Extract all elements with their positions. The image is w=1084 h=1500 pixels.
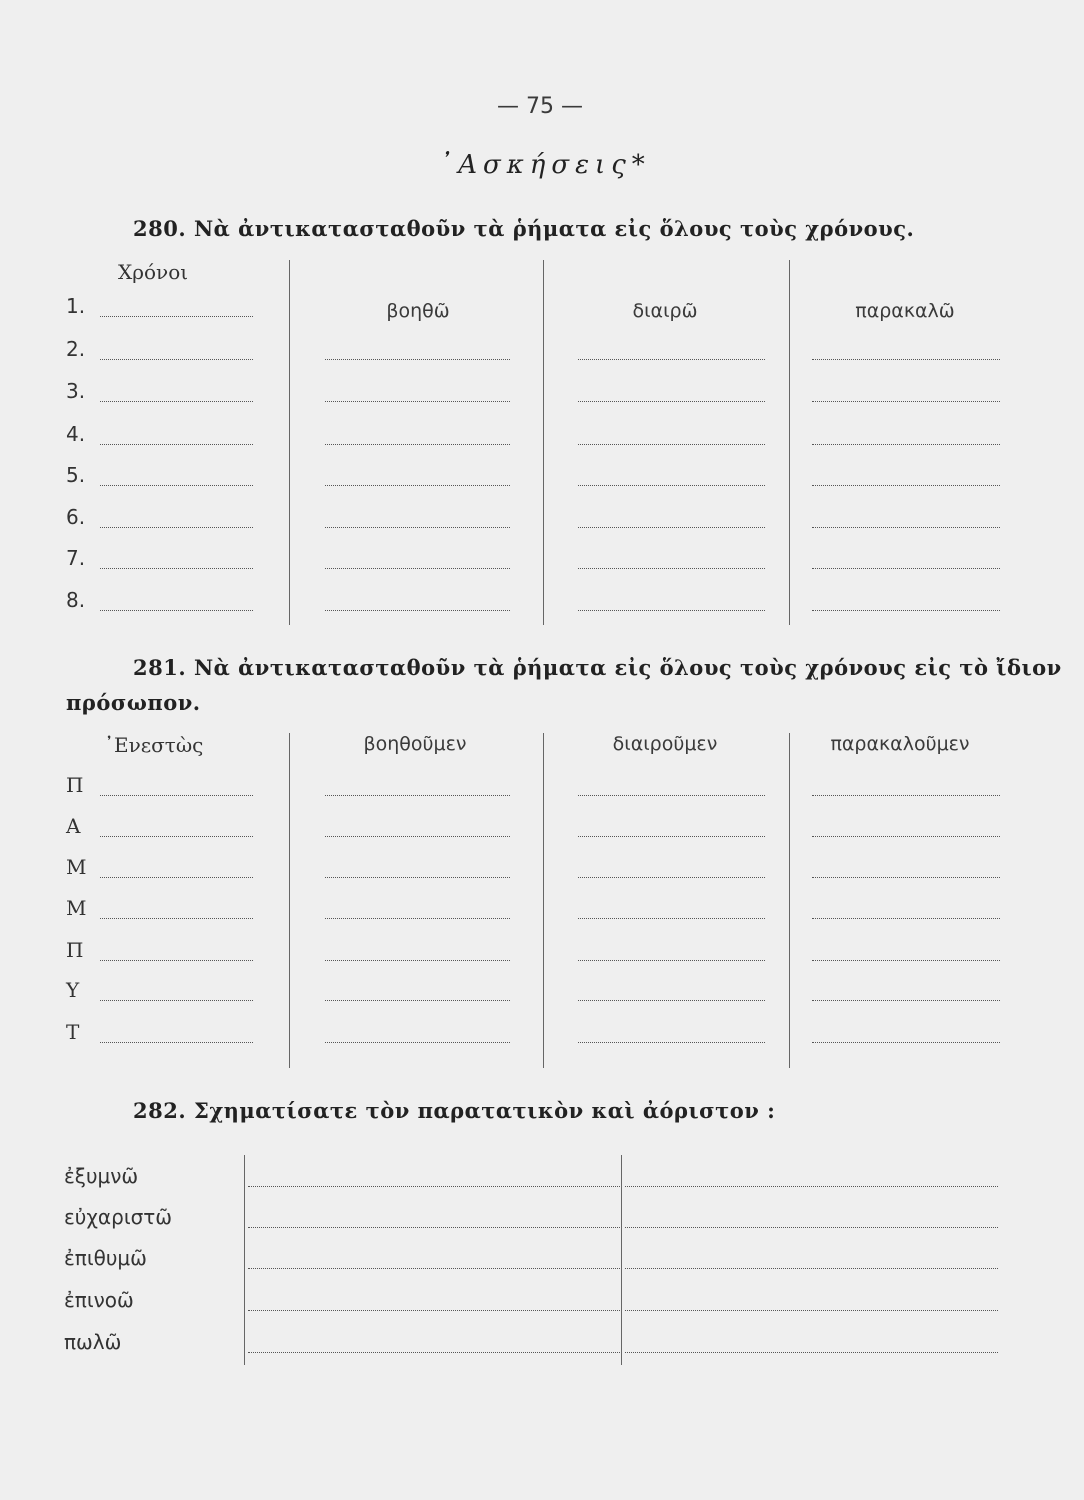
exercise-280-number: 280. xyxy=(133,216,187,241)
answer-blank[interactable] xyxy=(100,836,253,837)
exercise-280-row-number: 5. xyxy=(66,463,86,487)
exercise-281-row-letter: Μ xyxy=(66,855,87,879)
answer-blank[interactable] xyxy=(100,1042,253,1043)
column-divider xyxy=(543,733,544,1068)
exercise-282-verb: ἐπινοῶ xyxy=(64,1288,134,1312)
column-divider xyxy=(244,1155,245,1365)
answer-blank[interactable] xyxy=(578,1042,765,1043)
answer-blank[interactable] xyxy=(248,1352,620,1353)
answer-blank[interactable] xyxy=(325,485,510,486)
answer-blank[interactable] xyxy=(578,918,765,919)
exercise-280-column-header: διαιρῶ xyxy=(632,300,698,322)
answer-blank[interactable] xyxy=(100,359,253,360)
answer-blank[interactable] xyxy=(812,1042,1000,1043)
exercise-282-verb: ἐπιθυμῶ xyxy=(64,1246,147,1270)
exercise-281-row-letter: Μ xyxy=(66,896,87,920)
exercise-280-row-number: 3. xyxy=(66,379,86,403)
answer-blank[interactable] xyxy=(325,568,510,569)
exercise-281-number: 281. xyxy=(133,655,187,680)
exercise-281-row-letter: Α xyxy=(66,814,81,838)
answer-blank[interactable] xyxy=(578,359,765,360)
answer-blank[interactable] xyxy=(248,1310,620,1311)
answer-blank[interactable] xyxy=(625,1310,998,1311)
answer-blank[interactable] xyxy=(100,401,253,402)
column-divider xyxy=(289,733,290,1068)
answer-blank[interactable] xyxy=(100,960,253,961)
answer-blank[interactable] xyxy=(812,568,1000,569)
answer-blank[interactable] xyxy=(325,918,510,919)
exercise-281-row-header: ᾿Ενεστὼς xyxy=(104,733,204,757)
answer-blank[interactable] xyxy=(325,444,510,445)
exercise-281-column-header: παρακαλοῦμεν xyxy=(830,733,970,755)
exercise-280-heading xyxy=(133,216,914,241)
exercise-281-row-letter: Π xyxy=(66,773,84,797)
exercise-282-verb: ἐξυμνῶ xyxy=(64,1164,139,1188)
answer-blank[interactable] xyxy=(578,485,765,486)
column-divider xyxy=(289,260,290,625)
answer-blank[interactable] xyxy=(625,1352,998,1353)
answer-blank[interactable] xyxy=(625,1268,998,1269)
answer-blank[interactable] xyxy=(625,1186,998,1187)
answer-blank[interactable] xyxy=(100,568,253,569)
column-divider xyxy=(789,260,790,625)
answer-blank[interactable] xyxy=(812,485,1000,486)
answer-blank[interactable] xyxy=(325,401,510,402)
exercise-280-row-number: 4. xyxy=(66,422,86,446)
exercise-282-verb: πωλῶ xyxy=(64,1330,122,1354)
answer-blank[interactable] xyxy=(812,610,1000,611)
answer-blank[interactable] xyxy=(812,877,1000,878)
answer-blank[interactable] xyxy=(100,877,253,878)
exercise-281-instruction-continued: πρόσωπον. xyxy=(66,690,201,715)
exercise-280-column-header: παρακαλῶ xyxy=(855,300,955,322)
exercise-281-row-letter: Υ xyxy=(66,978,80,1002)
answer-blank[interactable] xyxy=(100,918,253,919)
column-divider xyxy=(621,1155,622,1365)
exercise-282-number: 282. xyxy=(133,1098,187,1123)
answer-blank[interactable] xyxy=(325,836,510,837)
answer-blank[interactable] xyxy=(325,1000,510,1001)
answer-blank[interactable] xyxy=(578,444,765,445)
exercise-280-row-header: Χρόνοι xyxy=(118,260,189,284)
exercise-280-row-number: 1. xyxy=(66,294,86,318)
answer-blank[interactable] xyxy=(578,1000,765,1001)
exercise-282-instruction: Σχηματίσατε τὸν παρατατικὸν καὶ ἀόριστον : xyxy=(193,1098,776,1123)
answer-blank[interactable] xyxy=(325,610,510,611)
answer-blank[interactable] xyxy=(578,527,765,528)
exercise-280-row-number: 8. xyxy=(66,588,86,612)
answer-blank[interactable] xyxy=(100,485,253,486)
exercise-281-row-letter: Τ xyxy=(66,1020,80,1044)
answer-blank[interactable] xyxy=(248,1227,620,1228)
exercise-281-column-header: διαιροῦμεν xyxy=(612,733,718,755)
exercise-281-instruction: Νὰ ἀντικατασταθοῦν τὰ ῥήματα εἰς ὅλους τοὺς χρόνους εἰς τὸ ἴδιον xyxy=(193,655,1062,680)
exercise-280-row-number: 6. xyxy=(66,505,86,529)
answer-blank[interactable] xyxy=(812,359,1000,360)
answer-blank[interactable] xyxy=(100,795,253,796)
answer-blank[interactable] xyxy=(578,568,765,569)
answer-blank[interactable] xyxy=(578,401,765,402)
answer-blank[interactable] xyxy=(100,444,253,445)
column-divider xyxy=(789,733,790,1068)
answer-blank[interactable] xyxy=(812,527,1000,528)
answer-blank[interactable] xyxy=(812,960,1000,961)
answer-blank[interactable] xyxy=(325,359,510,360)
answer-blank[interactable] xyxy=(812,918,1000,919)
answer-blank[interactable] xyxy=(812,795,1000,796)
answer-blank[interactable] xyxy=(578,610,765,611)
exercise-281-heading xyxy=(133,655,1062,680)
answer-blank[interactable] xyxy=(812,836,1000,837)
exercise-280-column-header: βοηθῶ xyxy=(386,300,450,322)
answer-blank[interactable] xyxy=(325,960,510,961)
exercise-282-heading xyxy=(133,1098,775,1123)
page-title: ᾿Ασκήσεις* xyxy=(439,150,651,180)
answer-blank[interactable] xyxy=(812,444,1000,445)
answer-blank[interactable] xyxy=(578,795,765,796)
answer-blank[interactable] xyxy=(812,1000,1000,1001)
page-number: — 75 — xyxy=(497,94,583,119)
answer-blank[interactable] xyxy=(248,1186,620,1187)
answer-blank[interactable] xyxy=(578,877,765,878)
answer-blank[interactable] xyxy=(812,401,1000,402)
answer-blank[interactable] xyxy=(325,877,510,878)
exercise-281-row-letter: Π xyxy=(66,938,84,962)
answer-blank[interactable] xyxy=(625,1227,998,1228)
answer-blank[interactable] xyxy=(578,836,765,837)
answer-blank[interactable] xyxy=(100,527,253,528)
answer-blank[interactable] xyxy=(100,316,253,317)
exercise-280-instruction: Νὰ ἀντικατασταθοῦν τὰ ῥήματα εἰς ὅλους τοὺς χρόνους. xyxy=(193,216,915,241)
answer-blank[interactable] xyxy=(325,527,510,528)
answer-blank[interactable] xyxy=(100,610,253,611)
exercise-280-row-number: 7. xyxy=(66,546,86,570)
exercise-282-verb: εὐχαριστῶ xyxy=(64,1205,173,1229)
column-divider xyxy=(543,260,544,625)
answer-blank[interactable] xyxy=(325,795,510,796)
answer-blank[interactable] xyxy=(100,1000,253,1001)
answer-blank[interactable] xyxy=(325,1042,510,1043)
answer-blank[interactable] xyxy=(578,960,765,961)
answer-blank[interactable] xyxy=(248,1268,620,1269)
exercise-281-column-header: βοηθοῦμεν xyxy=(363,733,467,755)
exercise-280-row-number: 2. xyxy=(66,337,86,361)
